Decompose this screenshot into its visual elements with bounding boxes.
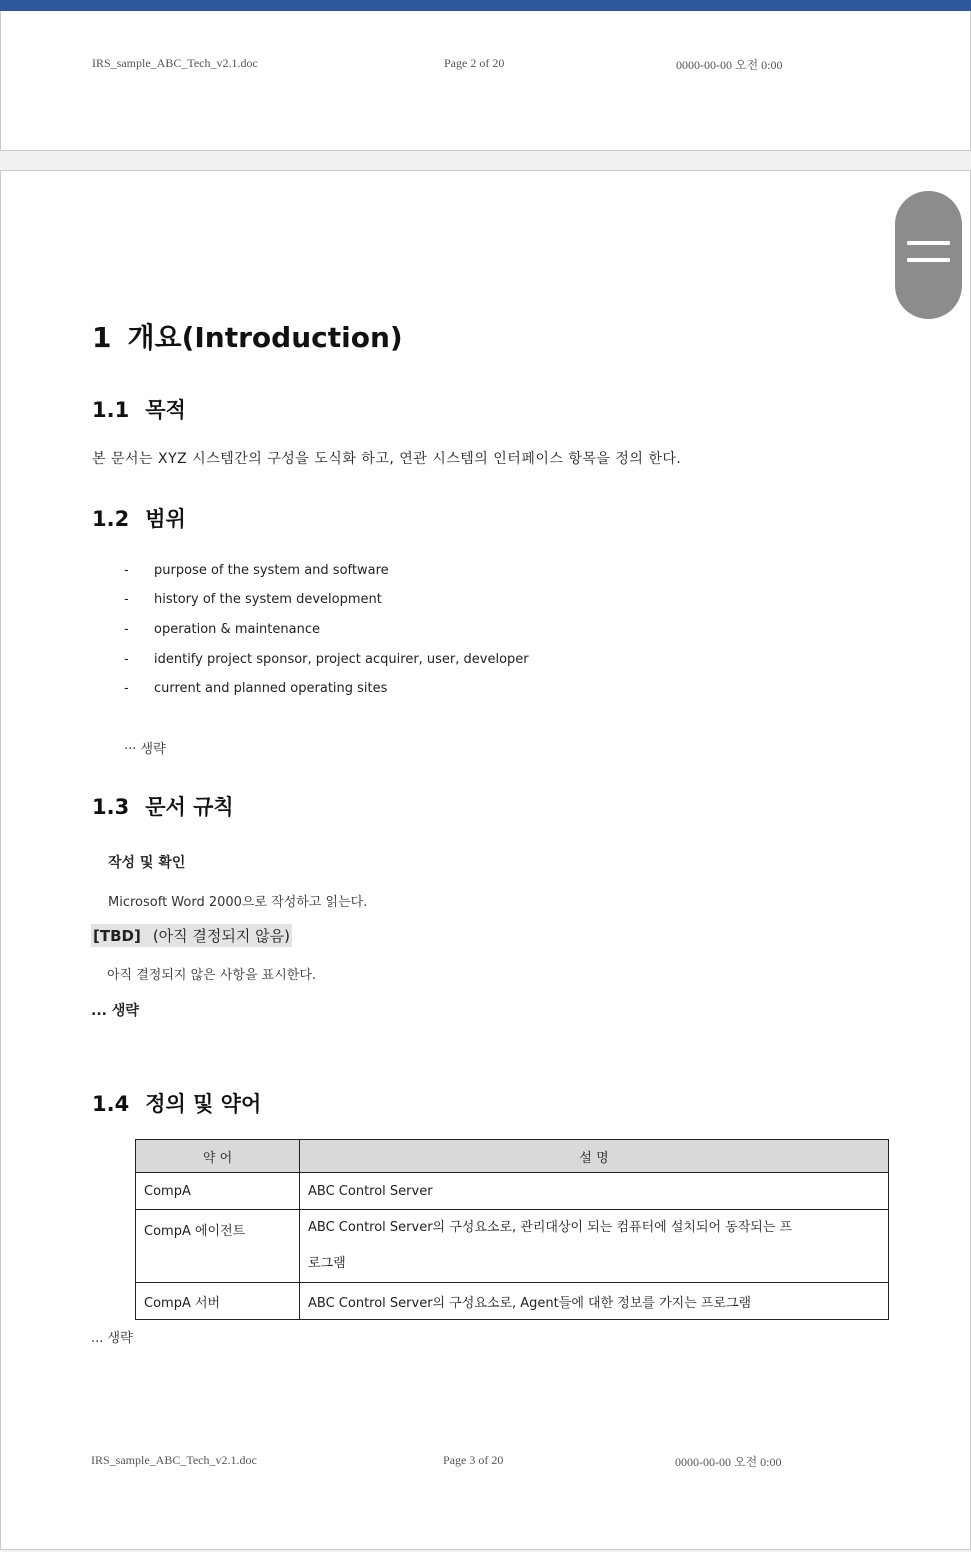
tbd-body-text: 아직 결정되지 않은 사항을 표시한다. [107,968,317,983]
conventions-body-text: Microsoft Word 2000으로 작성하고 읽는다. [108,895,368,910]
definitions-table [135,1139,889,1320]
heading-scope: 1.2 범위 [92,507,186,531]
list-item: - identify project sponsor, project acquirer, user, developer [124,652,529,667]
table-header-row [136,1140,889,1173]
list-item: - operation & maintenance [124,622,320,637]
heading-purpose: 1.1 목적 [92,398,186,422]
table-cell-description: ABC Control Server의 구성요소로, 관리대상이 되는 컴퓨터에 설치되어 동작되는 프 로그램 [300,1210,889,1283]
table-cell-term: CompA 서버 [136,1283,300,1320]
list-item: - purpose of the system and software [124,563,389,578]
conventions-omitted-note: ... 생략 [91,1003,139,1019]
subheading-writing-confirmation: 작성 및 확인 [108,855,186,871]
heading-introduction: 1 개요(Introduction) [92,321,403,354]
footer-date: 0000-00-00 오전 0:00 [675,1455,782,1469]
table-row [136,1283,889,1320]
tbd-label: [TBD] (아직 결정되지 않음) [91,924,292,947]
footer-date: 0000-00-00 오전 0:00 [676,58,783,72]
table-row [136,1210,889,1283]
footer-filename: IRS_sample_ABC_Tech_v2.1.doc [92,56,258,70]
table-header-term: 약 어 [136,1140,300,1173]
footer-page-number: Page 3 of 20 [443,1453,504,1467]
definitions-omitted-note: ... 생략 [91,1331,133,1346]
footer-filename: IRS_sample_ABC_Tech_v2.1.doc [91,1453,257,1467]
table-cell-term: CompA 에이전트 [136,1210,300,1283]
scope-omitted-note: ··· 생략 [124,742,166,757]
previous-page [0,11,971,151]
window-top-bar [0,0,971,11]
scroll-handle[interactable] [895,191,962,319]
purpose-body-text: 본 문서는 XYZ 시스템간의 구성을 도식화 하고, 연관 시스템의 인터페이스 항목을 정의 한다. [92,451,682,467]
list-item: - current and planned operating sites [124,681,388,696]
table-cell-description: ABC Control Server [300,1173,889,1210]
list-item: - history of the system development [124,592,382,607]
heading-definitions-abbreviations: 1.4 정의 및 약어 [92,1092,262,1116]
table-cell-description: ABC Control Server의 구성요소로, Agent들에 대한 정보를 가지는 프로그램 [300,1283,889,1320]
table-cell-term: CompA [136,1173,300,1210]
table-row [136,1173,889,1210]
heading-document-conventions: 1.3 문서 규칙 [92,795,234,819]
table-header-description: 설 명 [300,1140,889,1173]
footer-page-number: Page 2 of 20 [444,56,505,70]
